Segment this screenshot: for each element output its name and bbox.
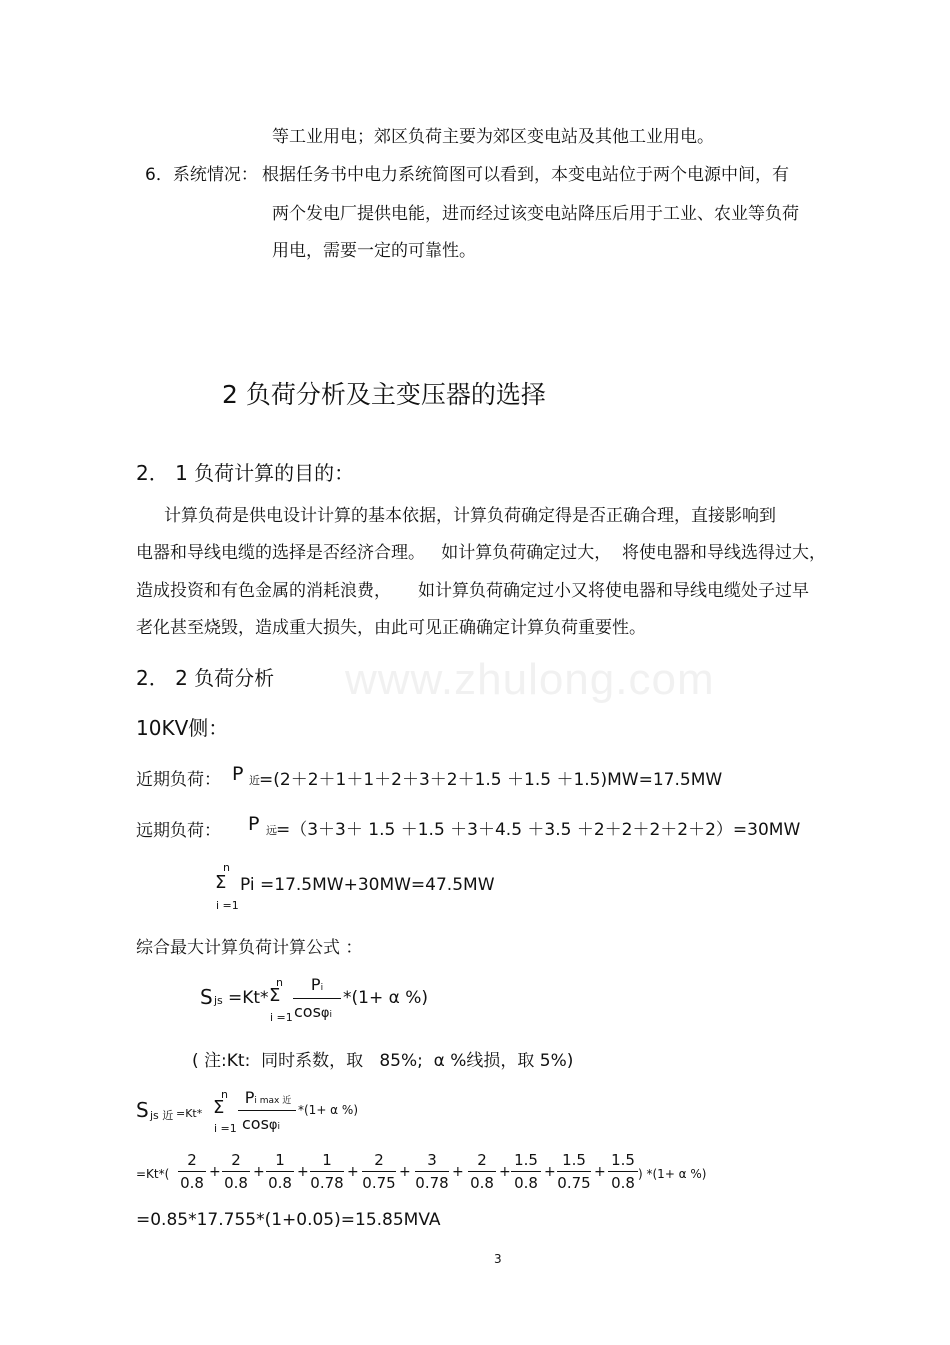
plus-sign: + [594, 1164, 606, 1180]
fraction-numerator: 1.5 [562, 1151, 586, 1169]
sjsn-denominator: cosφi [242, 1114, 281, 1133]
fraction-numerator: 1.5 [514, 1151, 538, 1169]
item6-line: 两个发电厂提供电能，进而经过该变电站降压后用于工业、农业等负荷 [272, 204, 799, 224]
sum-bottom: i =1 [270, 1011, 293, 1024]
sjsn-kt: =Kt* [176, 1107, 203, 1120]
paragraph-line: 老化甚至烧毁，造成重大损失，由此可见正确确定计算负荷重要性。 [136, 618, 646, 638]
intro-line: 等工业用电；郊区负荷主要为郊区变电站及其他工业用电。 [272, 127, 714, 147]
fraction-denominator: 0.8 [611, 1174, 635, 1192]
sjs-numerator: Pi [310, 975, 324, 994]
fraction-bar [415, 1171, 449, 1172]
section-title: 2 负荷分析及主变压器的选择 [222, 380, 546, 409]
fraction-denominator: 0.78 [310, 1174, 344, 1192]
fraction-denominator: 0.8 [514, 1174, 538, 1192]
near-label: 近期负荷： [136, 770, 221, 790]
sum-top: n [223, 861, 230, 874]
sjs-denominator: cosφi [294, 1002, 333, 1021]
plus-sign: + [499, 1164, 511, 1180]
expand-suffix: ) *(1+ α %) [638, 1167, 707, 1181]
plus-sign: + [347, 1164, 359, 1180]
fraction-numerator: 3 [427, 1151, 437, 1169]
fraction-numerator: 1.5 [611, 1151, 635, 1169]
plus-sign: + [399, 1164, 411, 1180]
plus-sign: + [544, 1164, 556, 1180]
fraction-bar [293, 998, 341, 999]
plus-sign: + [297, 1164, 309, 1180]
plus-sign: + [452, 1164, 464, 1180]
fraction [310, 1151, 344, 1192]
fraction-denominator: 0.8 [224, 1174, 248, 1192]
watermark: www.zhulong.com [345, 655, 715, 704]
far-label: 远期负荷： [136, 821, 221, 841]
fraction [608, 1151, 638, 1192]
fraction-denominator: 0.75 [362, 1174, 396, 1192]
sum-top: n [221, 1088, 228, 1101]
sjs-s: S [200, 985, 213, 1009]
fraction-denominator: 0.75 [557, 1174, 591, 1192]
paragraph-line: 造成投资和有色金属的消耗浪费， 如计算负荷确定过小又将使电器和导线电缆处子过早 [136, 581, 810, 601]
fraction-bar [310, 1171, 344, 1172]
fraction-bar [222, 1171, 250, 1172]
fraction-denominator: 0.8 [268, 1174, 292, 1192]
fraction [222, 1151, 250, 1192]
fraction [511, 1151, 541, 1192]
fraction-numerator: 1 [322, 1151, 332, 1169]
sum-expr: Pi =17.5MW+30MW=47.5MW [240, 875, 495, 895]
page-number: 3 [494, 1252, 502, 1266]
sjsn-numerator: Pi max 近 [244, 1088, 292, 1107]
sigma-symbol: Σ [213, 1097, 225, 1118]
sjsn-s: S [136, 1098, 149, 1122]
fraction-bar [266, 1171, 294, 1172]
fraction-numerator: 2 [374, 1151, 384, 1169]
fraction-bar [557, 1171, 591, 1172]
fraction-bar [468, 1171, 496, 1172]
near-p: P [232, 763, 244, 785]
far-expr: =（3＋3＋ 1.5 ＋1.5 ＋3＋4.5 ＋3.5 ＋2＋2＋2＋2＋2）=30MW [276, 820, 801, 840]
formula-label: 综合最大计算负荷计算公式 ： [136, 938, 363, 958]
near-sub: 近 [249, 774, 260, 787]
fraction-denominator: 0.8 [180, 1174, 204, 1192]
sjs-kt: =Kt* [228, 988, 269, 1008]
far-sub: 远 [266, 824, 277, 837]
fraction-numerator: 2 [187, 1151, 197, 1169]
fraction [362, 1151, 396, 1192]
plus-sign: + [209, 1164, 221, 1180]
plus-sign: + [253, 1164, 265, 1180]
sum-top: n [276, 976, 283, 989]
subsection-title: 2． 1 负荷计算的目的： [136, 461, 355, 485]
note: ( 注:Kt: 同时系数，取 85%; α %线损，取 5%) [192, 1051, 574, 1071]
fraction [557, 1151, 591, 1192]
side-heading: 10KV侧： [136, 716, 229, 740]
fraction-bar [178, 1171, 206, 1172]
sigma-symbol: Σ [269, 985, 281, 1006]
sjsn-tail: *(1+ α %) [298, 1103, 358, 1117]
result: =0.85*17.755*(1+0.05)=15.85MVA [136, 1210, 441, 1230]
expand-prefix: =Kt*( [136, 1167, 170, 1181]
item6-label: 6．系统情况： [145, 165, 258, 185]
item6-line: 根据任务书中电力系统简图可以看到，本变电站位于两个电源中间，有 [262, 165, 789, 185]
subsection-title: 2． 2 负荷分析 [136, 666, 275, 690]
item6-line: 用电，需要一定的可靠性。 [272, 241, 476, 261]
fraction-bar [238, 1110, 296, 1111]
fraction-denominator: 0.8 [470, 1174, 494, 1192]
fraction [178, 1151, 206, 1192]
fraction-bar [608, 1171, 638, 1172]
fraction-denominator: 0.78 [415, 1174, 449, 1192]
fraction-numerator: 1 [275, 1151, 285, 1169]
fraction [468, 1151, 496, 1192]
far-p: P [248, 813, 260, 835]
sjs-tail: *(1+ α %) [343, 988, 428, 1008]
fraction [266, 1151, 294, 1192]
sjs-sub: js [214, 994, 223, 1007]
fraction-bar [511, 1171, 541, 1172]
sjsn-sub: js 近 [150, 1109, 174, 1122]
sum-bottom: i =1 [216, 899, 239, 912]
paragraph-line: 电器和导线电缆的选择是否经济合理。 如计算负荷确定过大， 将使电器和导线选得过大， [136, 543, 827, 563]
sum-bottom: i =1 [214, 1122, 237, 1135]
sigma-symbol: Σ [215, 872, 227, 893]
fraction-bar [362, 1171, 396, 1172]
near-expr: =(2＋2＋1＋1＋2＋3＋2＋1.5 ＋1.5 ＋1.5)MW=17.5MW [259, 770, 723, 790]
paragraph-line: 计算负荷是供电设计计算的基本依据，计算负荷确定得是否正确合理，直接影响到 [164, 506, 776, 526]
fraction-numerator: 2 [231, 1151, 241, 1169]
fraction-numerator: 2 [477, 1151, 487, 1169]
fraction [415, 1151, 449, 1192]
